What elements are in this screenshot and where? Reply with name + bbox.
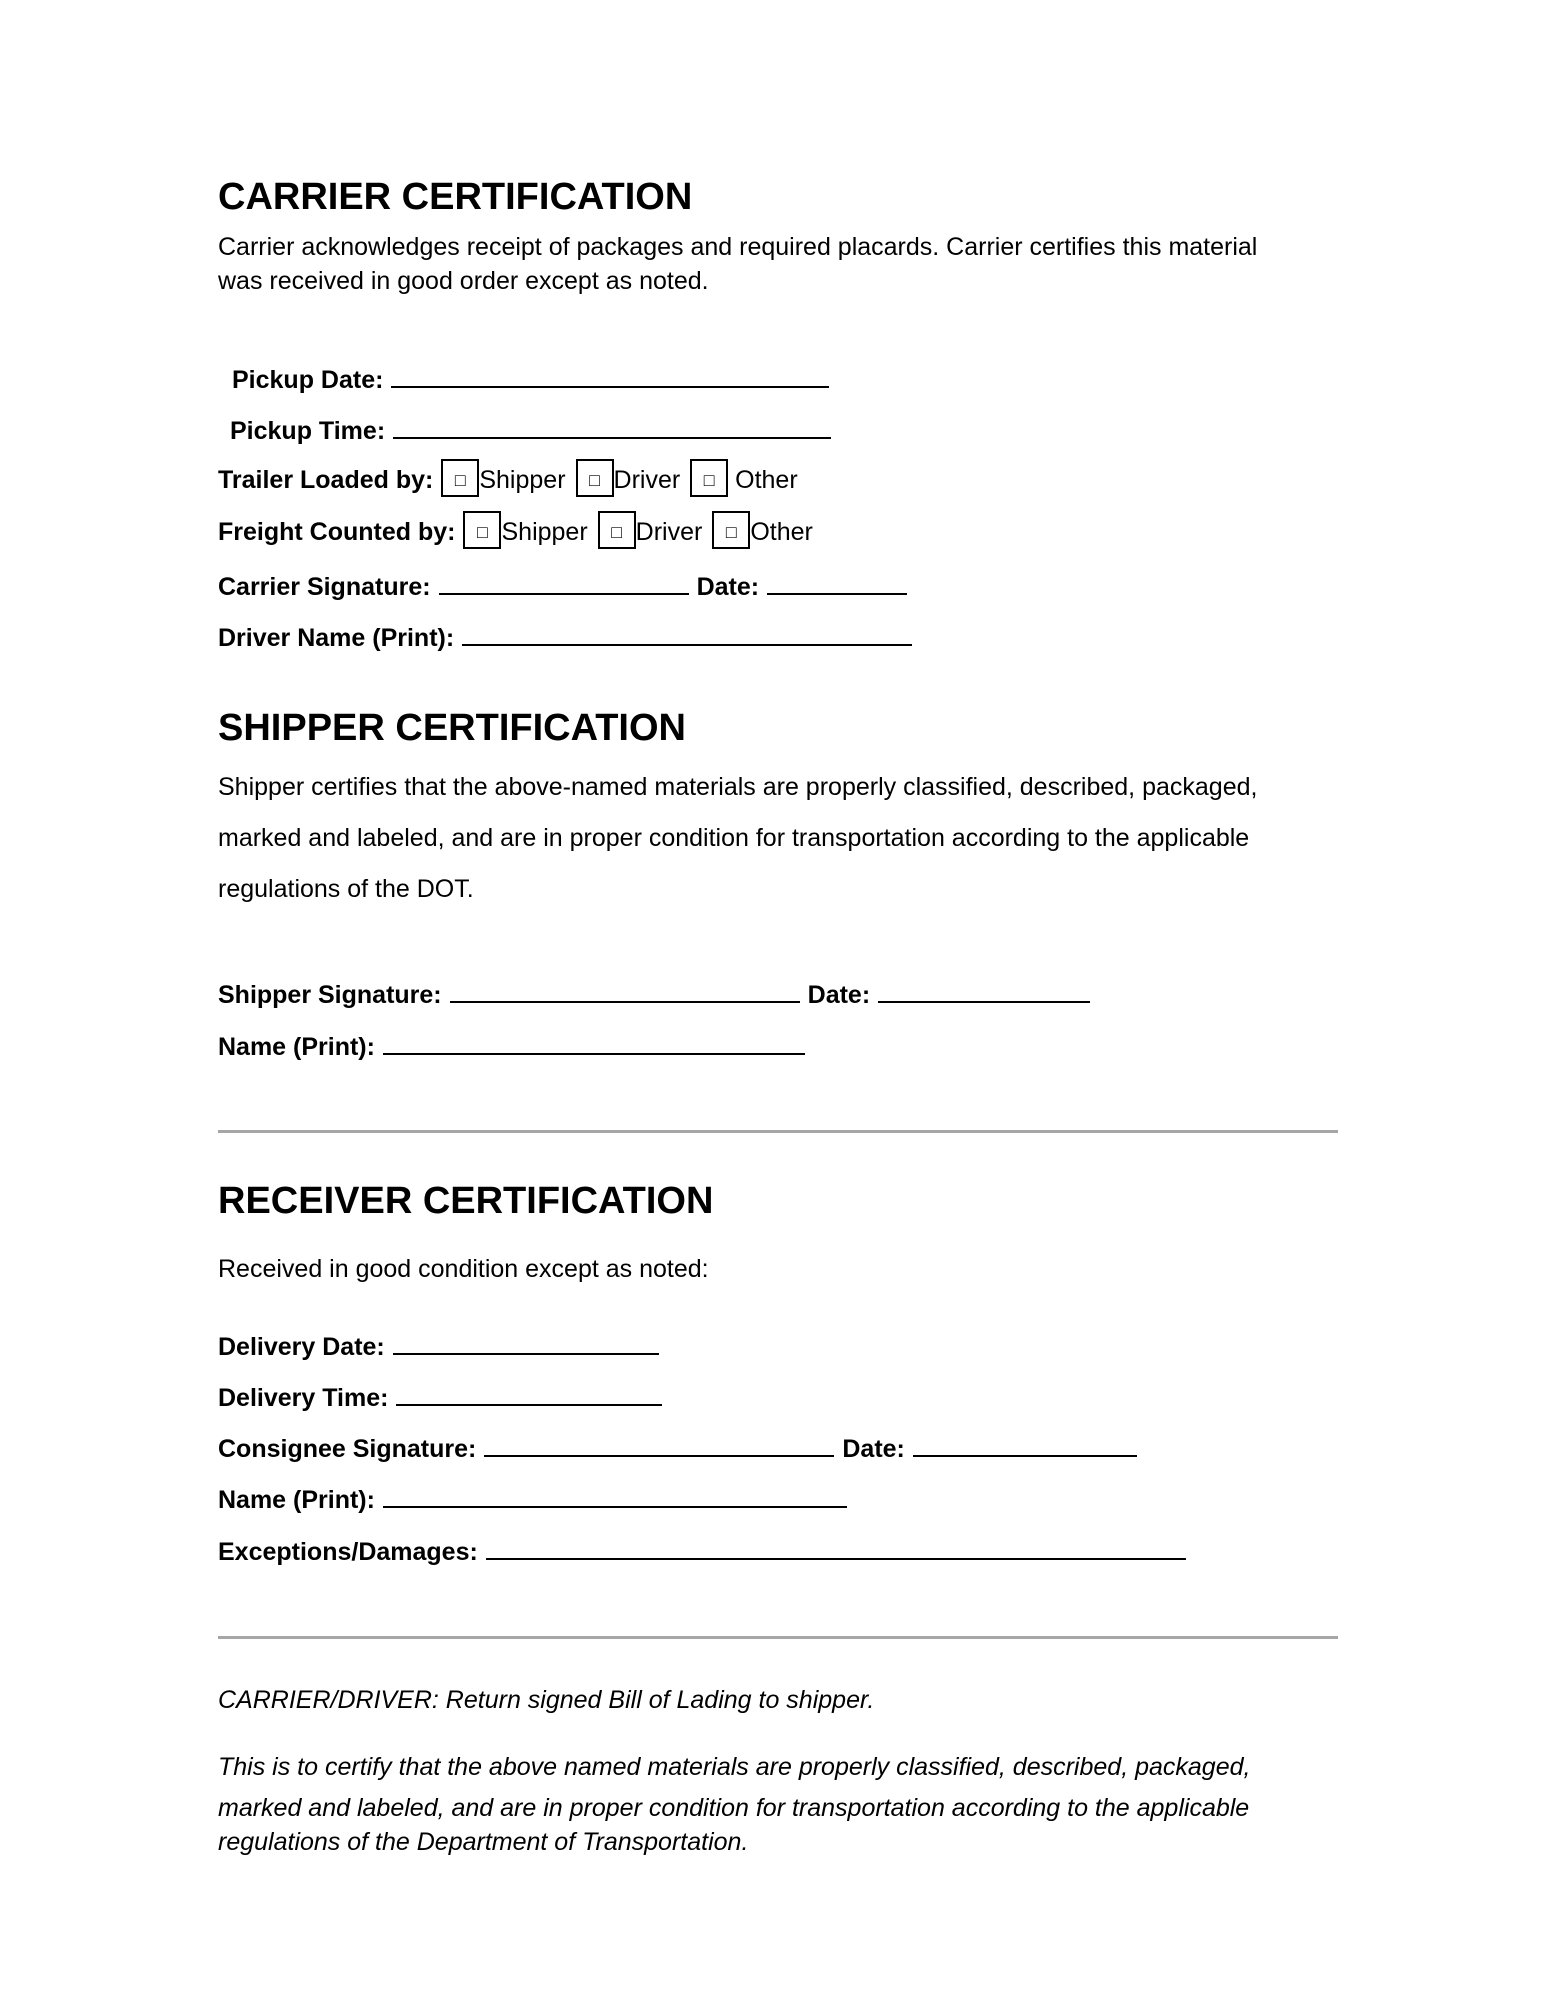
freight-counted-shipper-checkbox[interactable]: □ bbox=[463, 511, 501, 549]
certification-note-line1: This is to certify that the above named materials are properly classified, described, packaged, bbox=[218, 1753, 1251, 1781]
trailer-loaded-other-checkbox[interactable]: □ bbox=[690, 459, 728, 497]
shipper-body-line2: marked and labeled, and are in proper condition for transportation according to the applicable bbox=[218, 824, 1250, 852]
carrier-date-label: Date: bbox=[696, 573, 760, 601]
trailer-loaded-shipper-label: Shipper bbox=[479, 466, 566, 494]
freight-counted-label: Freight Counted by: bbox=[218, 518, 456, 546]
exceptions-damages-row bbox=[218, 1530, 1186, 1570]
certification-note-line3: regulations of the Department of Transportation. bbox=[218, 1828, 749, 1856]
shipper-signature-label: Shipper Signature: bbox=[218, 981, 442, 1009]
receiver-name-row bbox=[218, 1478, 847, 1518]
trailer-loaded-shipper-checkbox[interactable]: □ bbox=[441, 459, 479, 497]
freight-counted-shipper-label: Shipper bbox=[501, 518, 588, 546]
receiver-name-field[interactable] bbox=[383, 1478, 847, 1508]
driver-name-field[interactable] bbox=[462, 616, 912, 646]
pickup-date-field[interactable] bbox=[391, 358, 829, 388]
pickup-time-row bbox=[230, 409, 831, 449]
shipper-name-label: Name (Print): bbox=[218, 1033, 375, 1061]
trailer-loaded-label: Trailer Loaded by: bbox=[218, 466, 434, 494]
trailer-loaded-row bbox=[218, 460, 798, 500]
driver-name-row bbox=[218, 616, 912, 656]
section-divider-2 bbox=[218, 1636, 1338, 1639]
consignee-signature-row bbox=[218, 1427, 1137, 1467]
delivery-date-field[interactable] bbox=[393, 1325, 659, 1355]
delivery-time-row bbox=[218, 1376, 662, 1416]
receiver-certification-heading: RECEIVER CERTIFICATION bbox=[218, 1180, 714, 1222]
return-note: CARRIER/DRIVER: Return signed Bill of Lading to shipper. bbox=[218, 1686, 875, 1714]
exceptions-damages-field[interactable] bbox=[486, 1530, 1186, 1560]
freight-counted-row bbox=[218, 512, 813, 552]
section-divider-1 bbox=[218, 1130, 1338, 1133]
trailer-loaded-driver-label: Driver bbox=[613, 466, 681, 494]
shipper-body-line1: Shipper certifies that the above-named materials are properly classified, described, packaged, bbox=[218, 773, 1258, 801]
delivery-time-field[interactable] bbox=[396, 1376, 662, 1406]
delivery-date-label: Delivery Date: bbox=[218, 1333, 385, 1361]
consignee-signature-label: Consignee Signature: bbox=[218, 1435, 477, 1463]
pickup-time-label: Pickup Time: bbox=[230, 417, 386, 445]
carrier-certification-heading: CARRIER CERTIFICATION bbox=[218, 176, 693, 218]
shipper-name-field[interactable] bbox=[383, 1025, 805, 1055]
trailer-loaded-other-label: Other bbox=[735, 466, 798, 494]
certification-note-line2: marked and labeled, and are in proper condition for transportation according to the applicable bbox=[218, 1794, 1250, 1822]
carrier-signature-row bbox=[218, 565, 907, 605]
bill-of-lading-certification-page bbox=[218, 0, 1338, 2000]
pickup-time-field[interactable] bbox=[393, 409, 831, 439]
pickup-date-label: Pickup Date: bbox=[232, 366, 384, 394]
consignee-signature-field[interactable] bbox=[484, 1427, 834, 1457]
receiver-intro: Received in good condition except as noted: bbox=[218, 1255, 709, 1283]
shipper-name-row bbox=[218, 1025, 805, 1065]
shipper-body-line3: regulations of the DOT. bbox=[218, 875, 474, 903]
freight-counted-driver-label: Driver bbox=[635, 518, 703, 546]
shipper-date-field[interactable] bbox=[878, 973, 1090, 1003]
shipper-date-label: Date: bbox=[807, 981, 871, 1009]
delivery-time-label: Delivery Time: bbox=[218, 1384, 389, 1412]
freight-counted-other-checkbox[interactable]: □ bbox=[712, 511, 750, 549]
receiver-date-label: Date: bbox=[842, 1435, 905, 1463]
carrier-body-line1: Carrier acknowledges receipt of packages and required placards. Carrier certifies this material bbox=[218, 233, 1258, 261]
carrier-body-line2: was received in good order except as noted. bbox=[218, 267, 709, 295]
carrier-signature-label: Carrier Signature: bbox=[218, 573, 431, 601]
pickup-date-row bbox=[232, 358, 829, 398]
driver-name-label: Driver Name (Print): bbox=[218, 624, 455, 652]
shipper-certification-heading: SHIPPER CERTIFICATION bbox=[218, 707, 686, 749]
receiver-date-field[interactable] bbox=[913, 1427, 1137, 1457]
shipper-signature-field[interactable] bbox=[450, 973, 800, 1003]
trailer-loaded-driver-checkbox[interactable]: □ bbox=[576, 459, 614, 497]
carrier-signature-field[interactable] bbox=[439, 565, 689, 595]
freight-counted-other-label: Other bbox=[750, 518, 813, 546]
shipper-signature-row bbox=[218, 973, 1090, 1013]
receiver-name-label: Name (Print): bbox=[218, 1486, 375, 1514]
exceptions-damages-label: Exceptions/Damages: bbox=[218, 1538, 478, 1566]
carrier-date-field[interactable] bbox=[767, 565, 907, 595]
freight-counted-driver-checkbox[interactable]: □ bbox=[598, 511, 636, 549]
delivery-date-row bbox=[218, 1325, 659, 1365]
